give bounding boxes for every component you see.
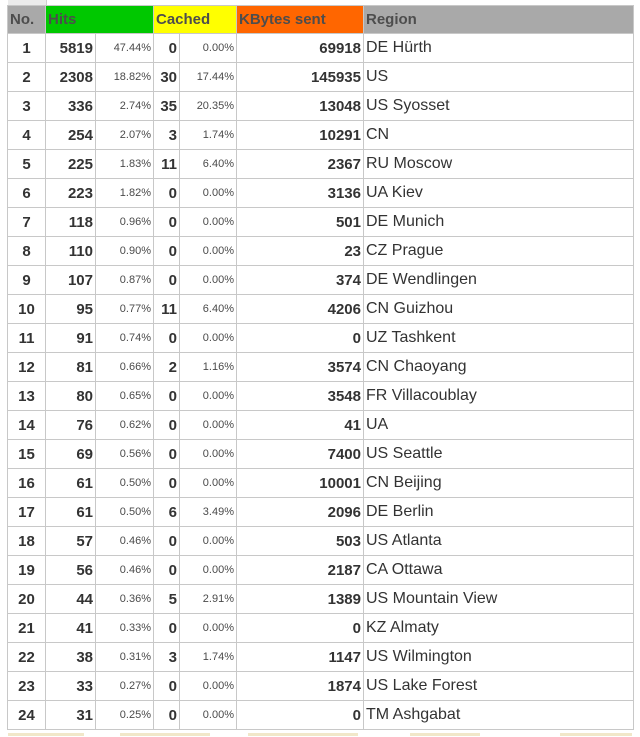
cell-region: UA Kiev	[364, 179, 634, 208]
cell-cached-percent: 0.00%	[180, 440, 237, 469]
cell-hits: 57	[46, 527, 96, 556]
cell-no: 11	[8, 324, 46, 353]
cell-hits: 223	[46, 179, 96, 208]
cell-hits-percent: 0.36%	[96, 585, 154, 614]
header-region: Region	[364, 6, 634, 34]
cell-kbytes-sent: 13048	[237, 92, 364, 121]
cell-cached: 35	[154, 92, 180, 121]
cell-hits: 110	[46, 237, 96, 266]
cell-cached: 5	[154, 585, 180, 614]
table-row	[8, 411, 634, 440]
cell-cached-percent: 0.00%	[180, 266, 237, 295]
header-hits: Hits	[46, 6, 154, 34]
table-row	[8, 701, 634, 730]
cell-hits-percent: 0.46%	[96, 527, 154, 556]
cell-region: FR Villacoublay	[364, 382, 634, 411]
cell-no: 16	[8, 469, 46, 498]
cell-cached: 0	[154, 382, 180, 411]
table-row	[8, 179, 634, 208]
cell-kbytes-sent: 1874	[237, 672, 364, 701]
cell-hits: 76	[46, 411, 96, 440]
cell-cached: 0	[154, 527, 180, 556]
table-row	[8, 382, 634, 411]
cell-cached-percent: 0.00%	[180, 527, 237, 556]
cell-cached: 3	[154, 643, 180, 672]
cell-no: 1	[8, 34, 46, 63]
table-row	[8, 237, 634, 266]
cell-cached-percent: 0.00%	[180, 208, 237, 237]
cell-hits-percent: 0.96%	[96, 208, 154, 237]
cell-kbytes-sent: 2187	[237, 556, 364, 585]
cell-kbytes-sent: 501	[237, 208, 364, 237]
cell-cached: 6	[154, 498, 180, 527]
cell-kbytes-sent: 0	[237, 324, 364, 353]
cell-no: 4	[8, 121, 46, 150]
cell-hits: 61	[46, 498, 96, 527]
bottom-segment	[410, 733, 480, 736]
cell-cached: 0	[154, 34, 180, 63]
cell-hits: 69	[46, 440, 96, 469]
cell-hits-percent: 0.50%	[96, 498, 154, 527]
table-row	[8, 585, 634, 614]
cell-hits: 336	[46, 92, 96, 121]
cell-kbytes-sent: 1147	[237, 643, 364, 672]
cell-region: US Lake Forest	[364, 672, 634, 701]
cell-no: 18	[8, 527, 46, 556]
cell-no: 15	[8, 440, 46, 469]
bottom-segment	[8, 733, 84, 736]
cell-cached: 0	[154, 411, 180, 440]
cell-cached: 0	[154, 614, 180, 643]
cell-hits-percent: 1.83%	[96, 150, 154, 179]
cell-region: US Atlanta	[364, 527, 634, 556]
cell-cached-percent: 0.00%	[180, 701, 237, 730]
cell-no: 24	[8, 701, 46, 730]
cell-cached: 0	[154, 672, 180, 701]
cell-region: CN Beijing	[364, 469, 634, 498]
cell-hits: 33	[46, 672, 96, 701]
cell-hits: 61	[46, 469, 96, 498]
cell-hits-percent: 0.74%	[96, 324, 154, 353]
cell-kbytes-sent: 69918	[237, 34, 364, 63]
cell-region: RU Moscow	[364, 150, 634, 179]
cell-hits-percent: 0.31%	[96, 643, 154, 672]
cell-no: 21	[8, 614, 46, 643]
cell-cached: 0	[154, 208, 180, 237]
cell-hits-percent: 0.87%	[96, 266, 154, 295]
cell-cached-percent: 17.44%	[180, 63, 237, 92]
cell-cached: 0	[154, 266, 180, 295]
cell-cached-percent: 0.00%	[180, 179, 237, 208]
cell-kbytes-sent: 10001	[237, 469, 364, 498]
cell-hits-percent: 2.07%	[96, 121, 154, 150]
cell-hits: 225	[46, 150, 96, 179]
cell-region: US Mountain View	[364, 585, 634, 614]
cell-hits-percent: 47.44%	[96, 34, 154, 63]
cell-cached-percent: 0.00%	[180, 614, 237, 643]
cell-region: UZ Tashkent	[364, 324, 634, 353]
header-cached: Cached	[154, 6, 237, 34]
cell-region: DE Berlin	[364, 498, 634, 527]
table-row	[8, 266, 634, 295]
table-row	[8, 63, 634, 92]
cell-region: KZ Almaty	[364, 614, 634, 643]
table-row	[8, 556, 634, 585]
cell-hits-percent: 0.66%	[96, 353, 154, 382]
cell-no: 23	[8, 672, 46, 701]
cell-hits-percent: 0.46%	[96, 556, 154, 585]
cell-cached: 2	[154, 353, 180, 382]
cell-region: CA Ottawa	[364, 556, 634, 585]
cell-kbytes-sent: 503	[237, 527, 364, 556]
table-row	[8, 614, 634, 643]
cell-cached-percent: 0.00%	[180, 556, 237, 585]
cell-kbytes-sent: 3548	[237, 382, 364, 411]
header-kbytes-sent: KBytes sent	[237, 6, 364, 34]
cell-kbytes-sent: 145935	[237, 63, 364, 92]
table-row	[8, 672, 634, 701]
cell-cached-percent: 0.00%	[180, 34, 237, 63]
cell-no: 12	[8, 353, 46, 382]
table-row	[8, 643, 634, 672]
cell-kbytes-sent: 2096	[237, 498, 364, 527]
cell-cached-percent: 1.74%	[180, 643, 237, 672]
cell-no: 19	[8, 556, 46, 585]
cell-cached: 0	[154, 237, 180, 266]
table-row	[8, 150, 634, 179]
cell-no: 6	[8, 179, 46, 208]
cell-hits-percent: 0.27%	[96, 672, 154, 701]
cell-hits: 31	[46, 701, 96, 730]
cell-no: 22	[8, 643, 46, 672]
cell-hits-percent: 0.33%	[96, 614, 154, 643]
cell-region: CN Guizhou	[364, 295, 634, 324]
cell-cached: 0	[154, 701, 180, 730]
cell-region: CN	[364, 121, 634, 150]
cell-hits-percent: 18.82%	[96, 63, 154, 92]
cell-cached: 0	[154, 556, 180, 585]
cell-cached-percent: 3.49%	[180, 498, 237, 527]
cell-hits: 44	[46, 585, 96, 614]
table-row	[8, 469, 634, 498]
table-row	[8, 498, 634, 527]
cell-region: US Syosset	[364, 92, 634, 121]
cell-hits: 5819	[46, 34, 96, 63]
table-row	[8, 208, 634, 237]
cell-region: US Seattle	[364, 440, 634, 469]
table-row	[8, 295, 634, 324]
cell-hits-percent: 2.74%	[96, 92, 154, 121]
cell-hits-percent: 0.65%	[96, 382, 154, 411]
cell-kbytes-sent: 4206	[237, 295, 364, 324]
cell-kbytes-sent: 0	[237, 701, 364, 730]
cell-cached-percent: 0.00%	[180, 237, 237, 266]
cell-cached-percent: 6.40%	[180, 295, 237, 324]
cell-kbytes-sent: 2367	[237, 150, 364, 179]
cell-cached-percent: 0.00%	[180, 324, 237, 353]
cell-hits: 91	[46, 324, 96, 353]
cell-hits-percent: 0.62%	[96, 411, 154, 440]
cell-region: US	[364, 63, 634, 92]
cell-cached: 11	[154, 295, 180, 324]
cell-cached: 0	[154, 324, 180, 353]
cell-hits-percent: 0.50%	[96, 469, 154, 498]
cell-kbytes-sent: 10291	[237, 121, 364, 150]
header-no: No.	[8, 6, 46, 34]
cell-hits: 118	[46, 208, 96, 237]
table-row	[8, 440, 634, 469]
cell-hits-percent: 0.56%	[96, 440, 154, 469]
cell-cached-percent: 0.00%	[180, 382, 237, 411]
table-row	[8, 34, 634, 63]
cell-kbytes-sent: 41	[237, 411, 364, 440]
cell-region: DE Hürth	[364, 34, 634, 63]
cell-region: DE Wendlingen	[364, 266, 634, 295]
cell-hits-percent: 0.25%	[96, 701, 154, 730]
cell-hits-percent: 0.90%	[96, 237, 154, 266]
cell-cached: 3	[154, 121, 180, 150]
region-stats-table	[7, 5, 634, 730]
cell-no: 14	[8, 411, 46, 440]
cell-cached: 0	[154, 179, 180, 208]
cell-cached: 0	[154, 440, 180, 469]
cell-cached-percent: 0.00%	[180, 469, 237, 498]
cell-hits: 107	[46, 266, 96, 295]
cell-kbytes-sent: 3574	[237, 353, 364, 382]
cell-no: 8	[8, 237, 46, 266]
table-row	[8, 324, 634, 353]
cell-hits-percent: 1.82%	[96, 179, 154, 208]
cell-hits: 41	[46, 614, 96, 643]
cell-no: 13	[8, 382, 46, 411]
table-row	[8, 92, 634, 121]
bottom-segment	[560, 733, 632, 736]
cell-no: 17	[8, 498, 46, 527]
cell-no: 20	[8, 585, 46, 614]
cell-hits: 56	[46, 556, 96, 585]
cell-kbytes-sent: 1389	[237, 585, 364, 614]
cell-hits: 95	[46, 295, 96, 324]
cell-no: 9	[8, 266, 46, 295]
cell-kbytes-sent: 23	[237, 237, 364, 266]
cell-kbytes-sent: 0	[237, 614, 364, 643]
bottom-segment	[120, 733, 210, 736]
cell-cached-percent: 0.00%	[180, 672, 237, 701]
cell-cached-percent: 6.40%	[180, 150, 237, 179]
cell-hits: 81	[46, 353, 96, 382]
table-row	[8, 353, 634, 382]
cell-cached-percent: 2.91%	[180, 585, 237, 614]
cell-region: CN Chaoyang	[364, 353, 634, 382]
cell-no: 5	[8, 150, 46, 179]
cell-region: UA	[364, 411, 634, 440]
cell-no: 7	[8, 208, 46, 237]
table-header-row	[8, 6, 634, 34]
cell-no: 10	[8, 295, 46, 324]
cell-kbytes-sent: 7400	[237, 440, 364, 469]
cell-hits-percent: 0.77%	[96, 295, 154, 324]
bottom-edge	[0, 731, 640, 737]
cell-hits: 38	[46, 643, 96, 672]
cell-region: US Wilmington	[364, 643, 634, 672]
table-row	[8, 527, 634, 556]
cell-region: CZ Prague	[364, 237, 634, 266]
cell-cached-percent: 0.00%	[180, 411, 237, 440]
cell-hits: 80	[46, 382, 96, 411]
cell-hits: 254	[46, 121, 96, 150]
cell-region: TM Ashgabat	[364, 701, 634, 730]
cell-cached-percent: 1.74%	[180, 121, 237, 150]
cell-no: 2	[8, 63, 46, 92]
table-row	[8, 121, 634, 150]
cell-cached: 0	[154, 469, 180, 498]
cell-no: 3	[8, 92, 46, 121]
cell-kbytes-sent: 3136	[237, 179, 364, 208]
cell-cached-percent: 20.35%	[180, 92, 237, 121]
cell-kbytes-sent: 374	[237, 266, 364, 295]
bottom-segment	[248, 733, 358, 736]
cell-cached: 11	[154, 150, 180, 179]
cell-region: DE Munich	[364, 208, 634, 237]
cell-cached: 30	[154, 63, 180, 92]
cell-hits: 2308	[46, 63, 96, 92]
cell-cached-percent: 1.16%	[180, 353, 237, 382]
